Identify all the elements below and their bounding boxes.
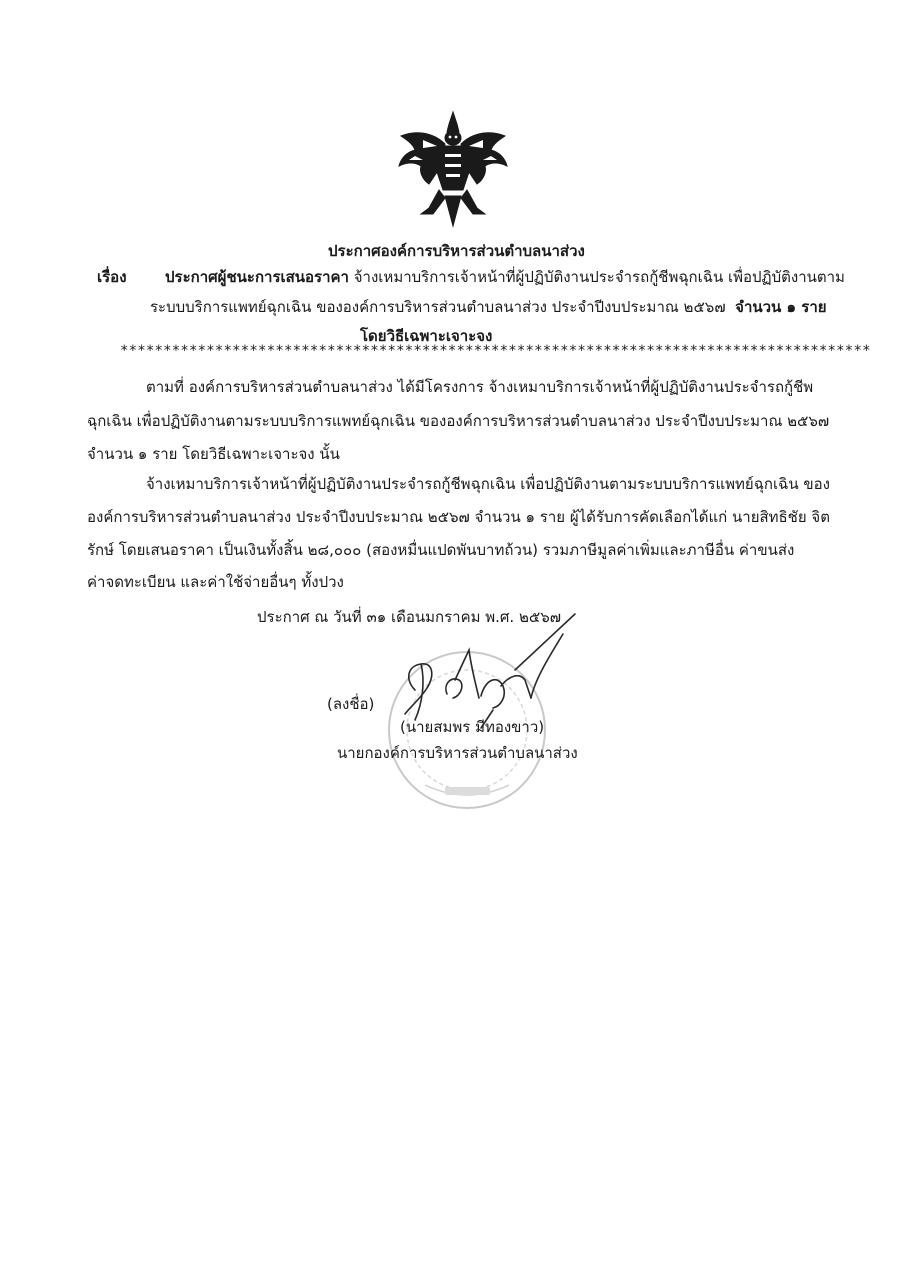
- subject-line-3: โดยวิธีเฉพาะเจาะจง: [360, 327, 493, 345]
- star-separator: ***************************************************************************************: [120, 343, 871, 359]
- paragraph-2-line-3: รักษ์ โดยเสนอราคา เป็นเงินทั้งสิ้น ๒๘,๐๐๐ (สองหมื่นแปดพันบาทถ้วน) รวมภาษีมูลค่าเพิ่มและภาษีอื่น ค่าขนส่ง: [87, 541, 795, 559]
- subject-line-2: ระบบบริการแพทย์ฉุกเฉิน ขององค์การบริหารส่วนตำบลนาส่วง ประจำปีงบประมาณ ๒๕๖๗ จำนวน ๑ ราย: [150, 298, 827, 316]
- document-title: ประกาศองค์การบริหารส่วนตำบลนาส่วง: [328, 242, 585, 260]
- subject-bold-text: ประกาศผู้ชนะการเสนอราคา: [165, 268, 349, 286]
- subject-label: เรื่อง: [97, 268, 127, 286]
- announcement-date: ประกาศ ณ วันที่ ๓๑ เดือนมกราคม พ.ศ. ๒๕๖๗: [257, 608, 562, 626]
- paragraph-2-line-2: องค์การบริหารส่วนตำบลนาส่วง ประจำปีงบประมาณ ๒๕๖๗ จำนวน ๑ ราย ผู้ได้รับการคัดเลือกได้แก่ นายสิทธิชัย จิต: [87, 508, 830, 526]
- subject-line-1: [165, 266, 845, 288]
- garuda-emblem-icon: [393, 110, 513, 228]
- subject-count: จำนวน ๑ ราย: [735, 298, 827, 316]
- paragraph-2-line-1: จ้างเหมาบริการเจ้าหน้าที่ผู้ปฏิบัติงานประจำรถกู้ชีพฉุกเฉิน เพื่อปฏิบัติงานตามระบบบริการแพทย์ฉุกเฉิน ของ: [146, 475, 830, 493]
- signer-title: นายกองค์การบริหารส่วนตำบลนาส่วง: [337, 744, 578, 762]
- paragraph-2-line-4: ค่าจดทะเบียน และค่าใช้จ่ายอื่นๆ ทั้งปวง: [87, 573, 344, 591]
- paragraph-1-line-1: ตามที่ องค์การบริหารส่วนตำบลนาส่วง ได้มีโครงการ จ้างเหมาบริการเจ้าหน้าที่ผู้ปฏิบัติงานประจำรถกู้ชีพ: [146, 378, 814, 396]
- subject-text: จ้างเหมาบริการเจ้าหน้าที่ผู้ปฏิบัติงานประจำรถกู้ชีพฉุกเฉิน เพื่อปฏิบัติงานตาม: [353, 268, 845, 286]
- paragraph-1-line-3: จำนวน ๑ ราย โดยวิธีเฉพาะเจาะจง นั้น: [87, 445, 340, 463]
- signature-label: (ลงชื่อ): [327, 695, 375, 713]
- paragraph-1-line-2: ฉุกเฉิน เพื่อปฏิบัติงานตามระบบบริการแพทย์ฉุกเฉิน ขององค์การบริหารส่วนตำบลนาส่วง ประจำปีงบประมาณ ๒๕๖๗: [87, 412, 830, 430]
- signer-name: (นายสมพร มีทองขาว): [400, 718, 545, 736]
